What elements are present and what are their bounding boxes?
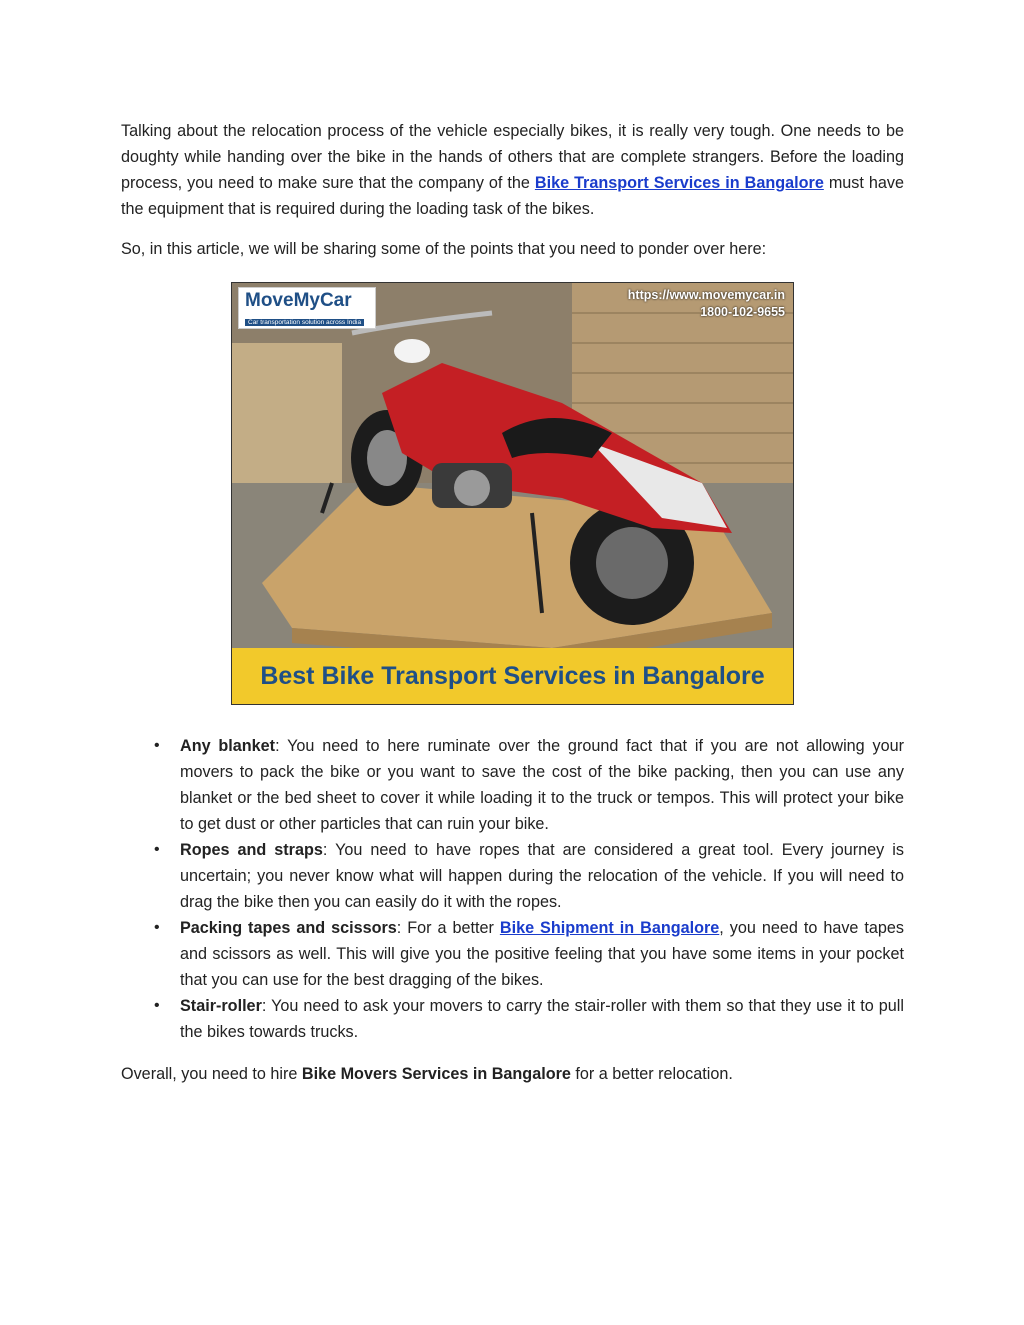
movemycar-logo — [238, 287, 376, 329]
closing-text-before: Overall, you need to hire — [121, 1065, 302, 1083]
image-url-text: https://www.movemycar.in — [627, 288, 785, 302]
list-item — [121, 915, 904, 993]
list-item-title: Packing tapes and scissors — [180, 919, 397, 937]
second-paragraph: So, in this article, we will be sharing some of the points that you need to ponder over here: — [121, 240, 767, 258]
list-item-title: Stair-roller — [180, 997, 262, 1015]
list-item-title: Any blanket — [180, 737, 276, 755]
list-item-text: : You need to ask your movers to carry the stair-roller with them so that they use it to pull the bikes towards trucks. — [180, 997, 904, 1041]
closing-paragraph — [121, 1061, 904, 1087]
list-item-text: : You need to here ruminate over the ground fact that if you are not allowing your movers to pack the bike or you want to save the cost of the bike packing, then you can use any blanket or the bed sheet to cover it while loading it to the truck or tempos. This will protect your bike to get dust or other particles that can ruin your bike. — [180, 737, 904, 833]
intro-text-before-link: Talking about the relocation process of the vehicle especially bikes, it is really very tough. One needs to be doughty while handing over the bike in the hands of others that are complete strangers. Before the loading process, you need to make sure that the company of the — [121, 122, 904, 192]
list-item-text: : You need to have ropes that are considered a great tool. Every journey is uncertain; you never know what will happen during the relocation of the vehicle. If you will need to drag the bike then you can easily do it with the ropes. — [180, 841, 904, 911]
bullet-icon: • — [154, 737, 160, 754]
list-item — [121, 837, 904, 915]
list-item-text-before-link: : For a better — [396, 919, 500, 937]
list-item-text-after-link: , you need to have tapes and scissors as well. This will give you the positive feeling that you have some items in your pocket that you can use for the best dragging of the bikes. — [180, 919, 904, 989]
image-phone-text: 1800-102-9655 — [700, 305, 785, 319]
logo-tagline: Car transportation solution across India — [245, 319, 364, 326]
image-contact-info — [628, 287, 785, 321]
tips-list — [121, 733, 904, 1045]
bike-photo-illustration — [232, 283, 793, 704]
bike-transport-services-link[interactable]: Bike Transport Services in Bangalore — [534, 174, 824, 192]
intro-text-after-link: must have the equipment that is required during the loading task of the bikes. — [121, 174, 904, 218]
image-banner: Best Bike Transport Services in Bangalore — [232, 648, 793, 704]
list-item — [121, 733, 904, 837]
closing-text-after: for a better relocation. — [570, 1065, 733, 1083]
bullet-icon: • — [154, 919, 160, 936]
bullet-icon: • — [154, 997, 160, 1014]
closing-bold-text: Bike Movers Services in Bangalore — [301, 1065, 571, 1083]
bullet-icon: • — [154, 841, 160, 858]
figure-container — [121, 282, 904, 705]
bike-shipment-link[interactable]: Bike Shipment in Bangalore — [499, 919, 720, 937]
logo-name: MoveMyCar — [245, 290, 352, 311]
list-item-title: Ropes and straps — [180, 841, 323, 859]
document-page — [121, 118, 904, 1087]
bike-transport-image — [231, 282, 794, 705]
list-item — [121, 993, 904, 1045]
intro-paragraph — [121, 118, 904, 222]
